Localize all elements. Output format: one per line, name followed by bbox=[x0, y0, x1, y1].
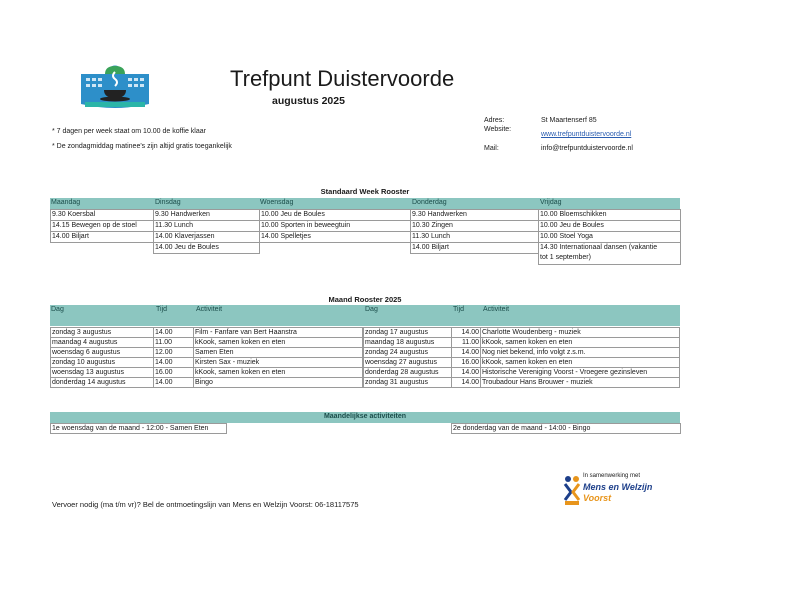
month-day: zondag 3 augustus bbox=[50, 327, 154, 338]
month-time: 14.00 bbox=[153, 357, 194, 368]
month-day: woensdag 6 augustus bbox=[50, 347, 154, 358]
page-title: Trefpunt Duistervoorde bbox=[230, 66, 455, 91]
month-activity: Samen Eten bbox=[193, 347, 363, 358]
month-activity: Kirsten Sax - muziek bbox=[193, 357, 363, 368]
website-link[interactable]: www.trefpuntduistervoorde.nl bbox=[541, 131, 632, 138]
week-header-donderdag: Donderdag bbox=[412, 199, 447, 206]
month-day: zondag 17 augustus bbox=[363, 327, 452, 338]
week-item: 14.00 Jeu de Boules bbox=[153, 242, 260, 254]
monthly-left: 1e woensdag van de maand - 12:00 - Samen Eten bbox=[50, 423, 227, 434]
trefpunt-logo bbox=[77, 64, 153, 110]
month-time: 12.00 bbox=[153, 347, 194, 358]
month-day: maandag 18 augustus bbox=[363, 337, 452, 348]
month-time: 16.00 bbox=[153, 367, 194, 378]
week-item: 11.30 Lunch bbox=[410, 231, 540, 243]
month-day: zondag 10 augustus bbox=[50, 357, 154, 368]
month-time: 11.00 bbox=[153, 337, 194, 348]
monthly-right: 2e donderdag van de maand - 14:00 - Bingo bbox=[451, 423, 681, 434]
website-label: Website: bbox=[484, 126, 512, 133]
month-day: donderdag 28 augustus bbox=[363, 367, 452, 378]
week-header-vrijdag: Vrijdag bbox=[540, 199, 562, 206]
address-label: Adres: bbox=[484, 117, 505, 124]
mail-value[interactable]: info@trefpuntduistervoorde.nl bbox=[541, 145, 633, 152]
week-item: 10.00 Jeu de Boules bbox=[259, 209, 412, 221]
week-table-title: Standaard Week Rooster bbox=[320, 187, 410, 196]
partner-location: Voorst bbox=[583, 493, 612, 503]
month-header-time-left: Tijd bbox=[156, 306, 168, 313]
week-item: 14.15 Bewegen op de stoel bbox=[50, 220, 154, 232]
week-item-line: tot 1 september) bbox=[540, 254, 591, 261]
month-activity: Historische Vereniging Voorst - Vroegere gezinsleven bbox=[480, 367, 680, 378]
address-value: St Maartenserf 85 bbox=[541, 117, 597, 124]
month-activity: kKook, samen koken en eten bbox=[193, 337, 363, 348]
transport-note: Vervoer nodig (ma t/m vr)? Bel de ontmoetingslijn van Mens en Welzijn Voorst: 06-18117575 bbox=[52, 500, 359, 509]
note-matinee: * De zondagmiddag matinee's zijn altijd gratis toegankelijk bbox=[52, 143, 232, 150]
month-day: woensdag 27 augustus bbox=[363, 357, 452, 368]
partner-logo bbox=[563, 473, 683, 509]
week-item-line: 14.30 Internationaal dansen (vakantie bbox=[540, 244, 658, 251]
month-time: 14.00 bbox=[451, 377, 481, 388]
month-time: 11.00 bbox=[451, 337, 481, 348]
month-time: 14.00 bbox=[153, 377, 194, 388]
month-table-title: Maand Rooster 2025 bbox=[328, 295, 402, 304]
week-item: 10.30 Zingen bbox=[410, 220, 540, 232]
month-header-time-right: Tijd bbox=[453, 306, 465, 313]
week-item: 14.00 Klaverjassen bbox=[153, 231, 260, 243]
month-time: 16.00 bbox=[451, 357, 481, 368]
month-header-day-left: Dag bbox=[51, 306, 64, 313]
month-activity: Film - Fanfare van Bert Haanstra bbox=[193, 327, 363, 338]
monthly-title: Maandelijkse activiteiten bbox=[323, 413, 407, 420]
month-day: zondag 31 augustus bbox=[363, 377, 452, 388]
week-item: 10.00 Bloemschikken bbox=[538, 209, 681, 221]
week-header-dinsdag: Dinsdag bbox=[155, 199, 181, 206]
week-item: 9.30 Handwerken bbox=[153, 209, 260, 221]
month-time: 14.00 bbox=[451, 367, 481, 378]
month-activity: kKook, samen koken en eten bbox=[480, 357, 680, 368]
month-activity: Nog niet bekend, info volgt z.s.m. bbox=[480, 347, 680, 358]
month-activity: kKook, samen koken en eten bbox=[480, 337, 680, 348]
week-item: 11.30 Lunch bbox=[153, 220, 260, 232]
month-day: woensdag 13 augustus bbox=[50, 367, 154, 378]
month-header-activity-left: Activiteit bbox=[196, 306, 223, 313]
month-time: 14.00 bbox=[153, 327, 194, 338]
note-coffee: * 7 dagen per week staat om 10.00 de koffie klaar bbox=[52, 128, 206, 135]
month-day: maandag 4 augustus bbox=[50, 337, 154, 348]
month-time: 14.00 bbox=[451, 347, 481, 358]
month-activity: kKook, samen koken en eten bbox=[193, 367, 363, 378]
month-day: zondag 24 augustus bbox=[363, 347, 452, 358]
week-header-maandag: Maandag bbox=[51, 199, 81, 206]
week-item: 9.30 Koersbal bbox=[50, 209, 154, 221]
month-day: donderdag 14 augustus bbox=[50, 377, 154, 388]
partner-intro: In samenwerking met bbox=[583, 473, 641, 479]
month-time: 14.00 bbox=[451, 327, 481, 338]
week-item: 10.00 Jeu de Boules bbox=[538, 220, 681, 232]
partner-logo-icon bbox=[563, 475, 581, 507]
month-activity: Charlotte Woudenberg - muziek bbox=[480, 327, 680, 338]
week-item: 14.00 Biljart bbox=[410, 242, 540, 254]
month-activity: Bingo bbox=[193, 377, 363, 388]
week-item: 10.00 Stoel Yoga bbox=[538, 231, 681, 243]
page-subtitle: augustus 2025 bbox=[272, 95, 345, 107]
week-item: 14.00 Spelletjes bbox=[259, 231, 412, 243]
week-item-multiline bbox=[538, 242, 681, 265]
month-header-day-right: Dag bbox=[365, 306, 378, 313]
week-item: 10.00 Sporten in beweegtuin bbox=[259, 220, 412, 232]
month-header-activity-right: Activiteit bbox=[483, 306, 510, 313]
week-header-woensdag: Woensdag bbox=[260, 199, 294, 206]
week-item: 14.00 Biljart bbox=[50, 231, 154, 243]
mail-label: Mail: bbox=[484, 145, 499, 152]
month-activity: Troubadour Hans Brouwer - muziek bbox=[480, 377, 680, 388]
week-item: 9.30 Handwerken bbox=[410, 209, 540, 221]
partner-name: Mens en Welzijn bbox=[583, 482, 653, 492]
